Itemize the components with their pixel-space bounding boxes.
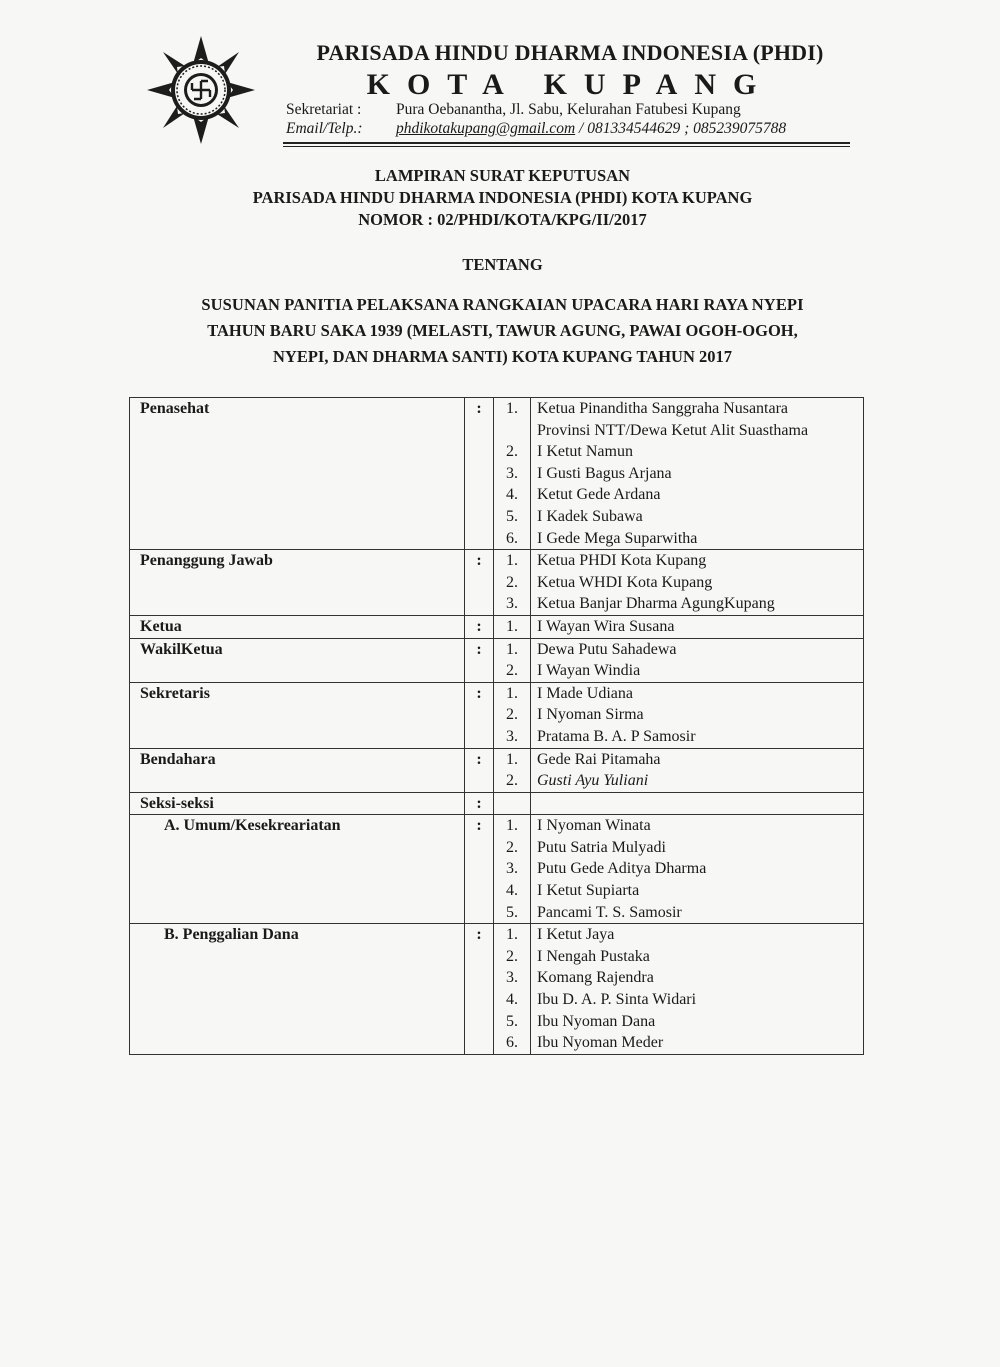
role-label: WakilKetua [140,640,223,658]
number-cell [494,615,531,638]
decree-number: NOMOR : 02/PHDI/KOTA/KPG/II/2017 [358,210,647,229]
member-name: Putu Gede Aditya Dharma [537,860,707,878]
contact-line [286,120,786,138]
names-cell [531,615,864,638]
member-name: I Gusti Bagus Arjana [537,464,672,482]
member-name: I Kadek Subawa [537,507,643,525]
member-name: I Ketut Namun [537,443,633,461]
item-number: 1. [506,617,518,635]
item-number: 2. [506,838,518,856]
role-cell [130,682,465,748]
item-number: 3. [506,860,518,878]
subject-line-2: TAHUN BARU SAKA 1939 (MELASTI, TAWUR AGUNG, PAWAI OGOH-OGOH, [207,321,798,340]
number-cell [494,682,531,748]
phdi-logo [145,34,257,146]
item-number: 5. [506,1012,518,1030]
attachment-title: LAMPIRAN SURAT KEPUTUSAN [374,166,631,185]
member-name: Ibu Nyoman Dana [537,1012,656,1030]
phone-numbers: / 081334544629 ; 085239075788 [575,120,787,137]
item-number: 6. [506,1034,518,1052]
subject-line-1: SUSUNAN PANITIA PELAKSANA RANGKAIAN UPACARA HARI RAYA NYEPI [201,295,804,314]
member-name: I Gede Mega Suparwitha [537,529,698,547]
colon-cell: : [465,638,494,682]
names-cell [531,748,864,792]
member-name: Ketua PHDI Kota Kupang [537,552,707,570]
member-name: Pancami T. S. Samosir [537,903,682,921]
number-cell [494,638,531,682]
table-row [130,615,864,638]
number-cell [494,815,531,924]
role-cell [130,550,465,616]
table-row [130,792,864,815]
member-name: Putu Satria Mulyadi [537,838,666,856]
item-number: 3. [506,595,518,613]
names-cell [531,682,864,748]
item-number: 2. [506,706,518,724]
item-number: 2. [506,947,518,965]
role-cell [130,748,465,792]
role-label: Ketua [140,617,182,635]
number-cell [494,924,531,1055]
org-name: PARISADA HINDU DHARMA INDONESIA (PHDI) [316,40,824,65]
names-cell [531,638,864,682]
table-row [130,638,864,682]
role-label: Penanggung Jawab [140,552,273,570]
names-cell [531,815,864,924]
member-name: Ketut Gede Ardana [537,486,661,504]
item-number: 4. [506,882,518,900]
item-number: 2. [506,772,518,790]
member-name: I Made Udiana [537,684,633,702]
item-number: 5. [506,507,518,525]
member-name: Ibu D. A. P. Sinta Widari [537,991,697,1009]
secretariat-address: Pura Oebanantha, Jl. Sabu, Kelurahan Fatubesi Kupang [396,101,741,118]
names-cell [531,924,864,1055]
subject-line-3: NYEPI, DAN DHARMA SANTI) KOTA KUPANG TAHUN 2017 [273,347,732,366]
member-name: I Ketut Supiarta [537,882,640,900]
number-cell [494,398,531,550]
colon-cell: : [465,550,494,616]
item-number: 6. [506,529,518,547]
member-name: Provinsi NTT/Dewa Ketut Alit Suasthama [537,421,809,439]
role-label: Penasehat [140,400,210,417]
contact-label: Email/Telp.: [286,120,363,137]
member-name: I Nyoman Winata [537,817,651,835]
role-cell [130,815,465,924]
secretariat-line [286,101,741,119]
member-name: Komang Rajendra [537,969,654,987]
item-number: 1. [506,926,518,944]
number-cell [494,792,531,815]
member-name: Dewa Putu Sahadewa [537,640,677,658]
secretariat-label: Sekretariat : [286,101,362,118]
role-cell [130,792,465,815]
committee-table [129,397,864,1055]
role-cell [130,398,465,550]
role-cell [130,638,465,682]
item-number: 1. [506,400,518,417]
member-name: Ibu Nyoman Meder [537,1034,664,1052]
item-number: 1. [506,817,518,835]
member-name: Ketua Banjar Dharma AgungKupang [537,595,775,613]
item-number: 2. [506,573,518,591]
email-link[interactable]: phdikotakupang@gmail.com [396,120,576,137]
item-number: 1. [506,552,518,570]
number-cell [494,748,531,792]
member-name: I Ketut Jaya [537,926,615,944]
table-row [130,924,864,1055]
table-row [130,550,864,616]
attachment-org: PARISADA HINDU DHARMA INDONESIA (PHDI) KOTA KUPANG [252,188,753,207]
colon-cell: : [465,748,494,792]
member-name: Ketua WHDI Kota Kupang [537,573,713,591]
member-name: I Wayan Windia [537,662,641,680]
role-label: B. Penggalian Dana [164,926,299,944]
member-name: I Wayan Wira Susana [537,617,675,635]
role-label: A. Umum/Kesekreariatan [164,817,341,835]
member-name: I Nyoman Sirma [537,706,644,724]
item-number: 2. [506,443,518,461]
member-name: Pratama B. A. P Samosir [537,727,696,745]
table-row [130,682,864,748]
names-cell [531,550,864,616]
role-label: Sekretaris [140,684,210,702]
item-number: 2. [506,662,518,680]
letterhead-rule-thick [283,142,850,144]
role-cell [130,924,465,1055]
table-row [130,815,864,924]
table-row [130,398,864,550]
colon-cell: : [465,792,494,815]
colon-cell: : [465,815,494,924]
item-number: 1. [506,750,518,768]
names-cell [531,792,864,815]
member-name: I Nengah Pustaka [537,947,650,965]
tentang-heading: TENTANG [462,255,543,274]
item-number: 3. [506,464,518,482]
letterhead-rule-thin [283,146,850,147]
role-label: Bendahara [140,750,216,768]
member-name: Ketua Pinanditha Sanggraha Nusantara [537,400,789,417]
colon-cell: : [465,682,494,748]
item-number [494,420,530,442]
number-cell [494,550,531,616]
item-number: 3. [506,727,518,745]
item-number: 4. [506,486,518,504]
names-cell [531,398,864,550]
member-name: Gede Rai Pitamaha [537,750,661,768]
colon-cell: : [465,398,494,550]
colon-cell: : [465,924,494,1055]
item-number: 1. [506,684,518,702]
city-name: KOTA KUPANG [366,68,774,101]
item-number: 5. [506,903,518,921]
role-label: Seksi-seksi [140,794,214,812]
table-row [130,748,864,792]
item-number: 4. [506,991,518,1009]
member-name: Gusti Ayu Yuliani [537,772,649,790]
item-number: 3. [506,969,518,987]
colon-cell: : [465,615,494,638]
item-number: 1. [506,640,518,658]
role-cell [130,615,465,638]
